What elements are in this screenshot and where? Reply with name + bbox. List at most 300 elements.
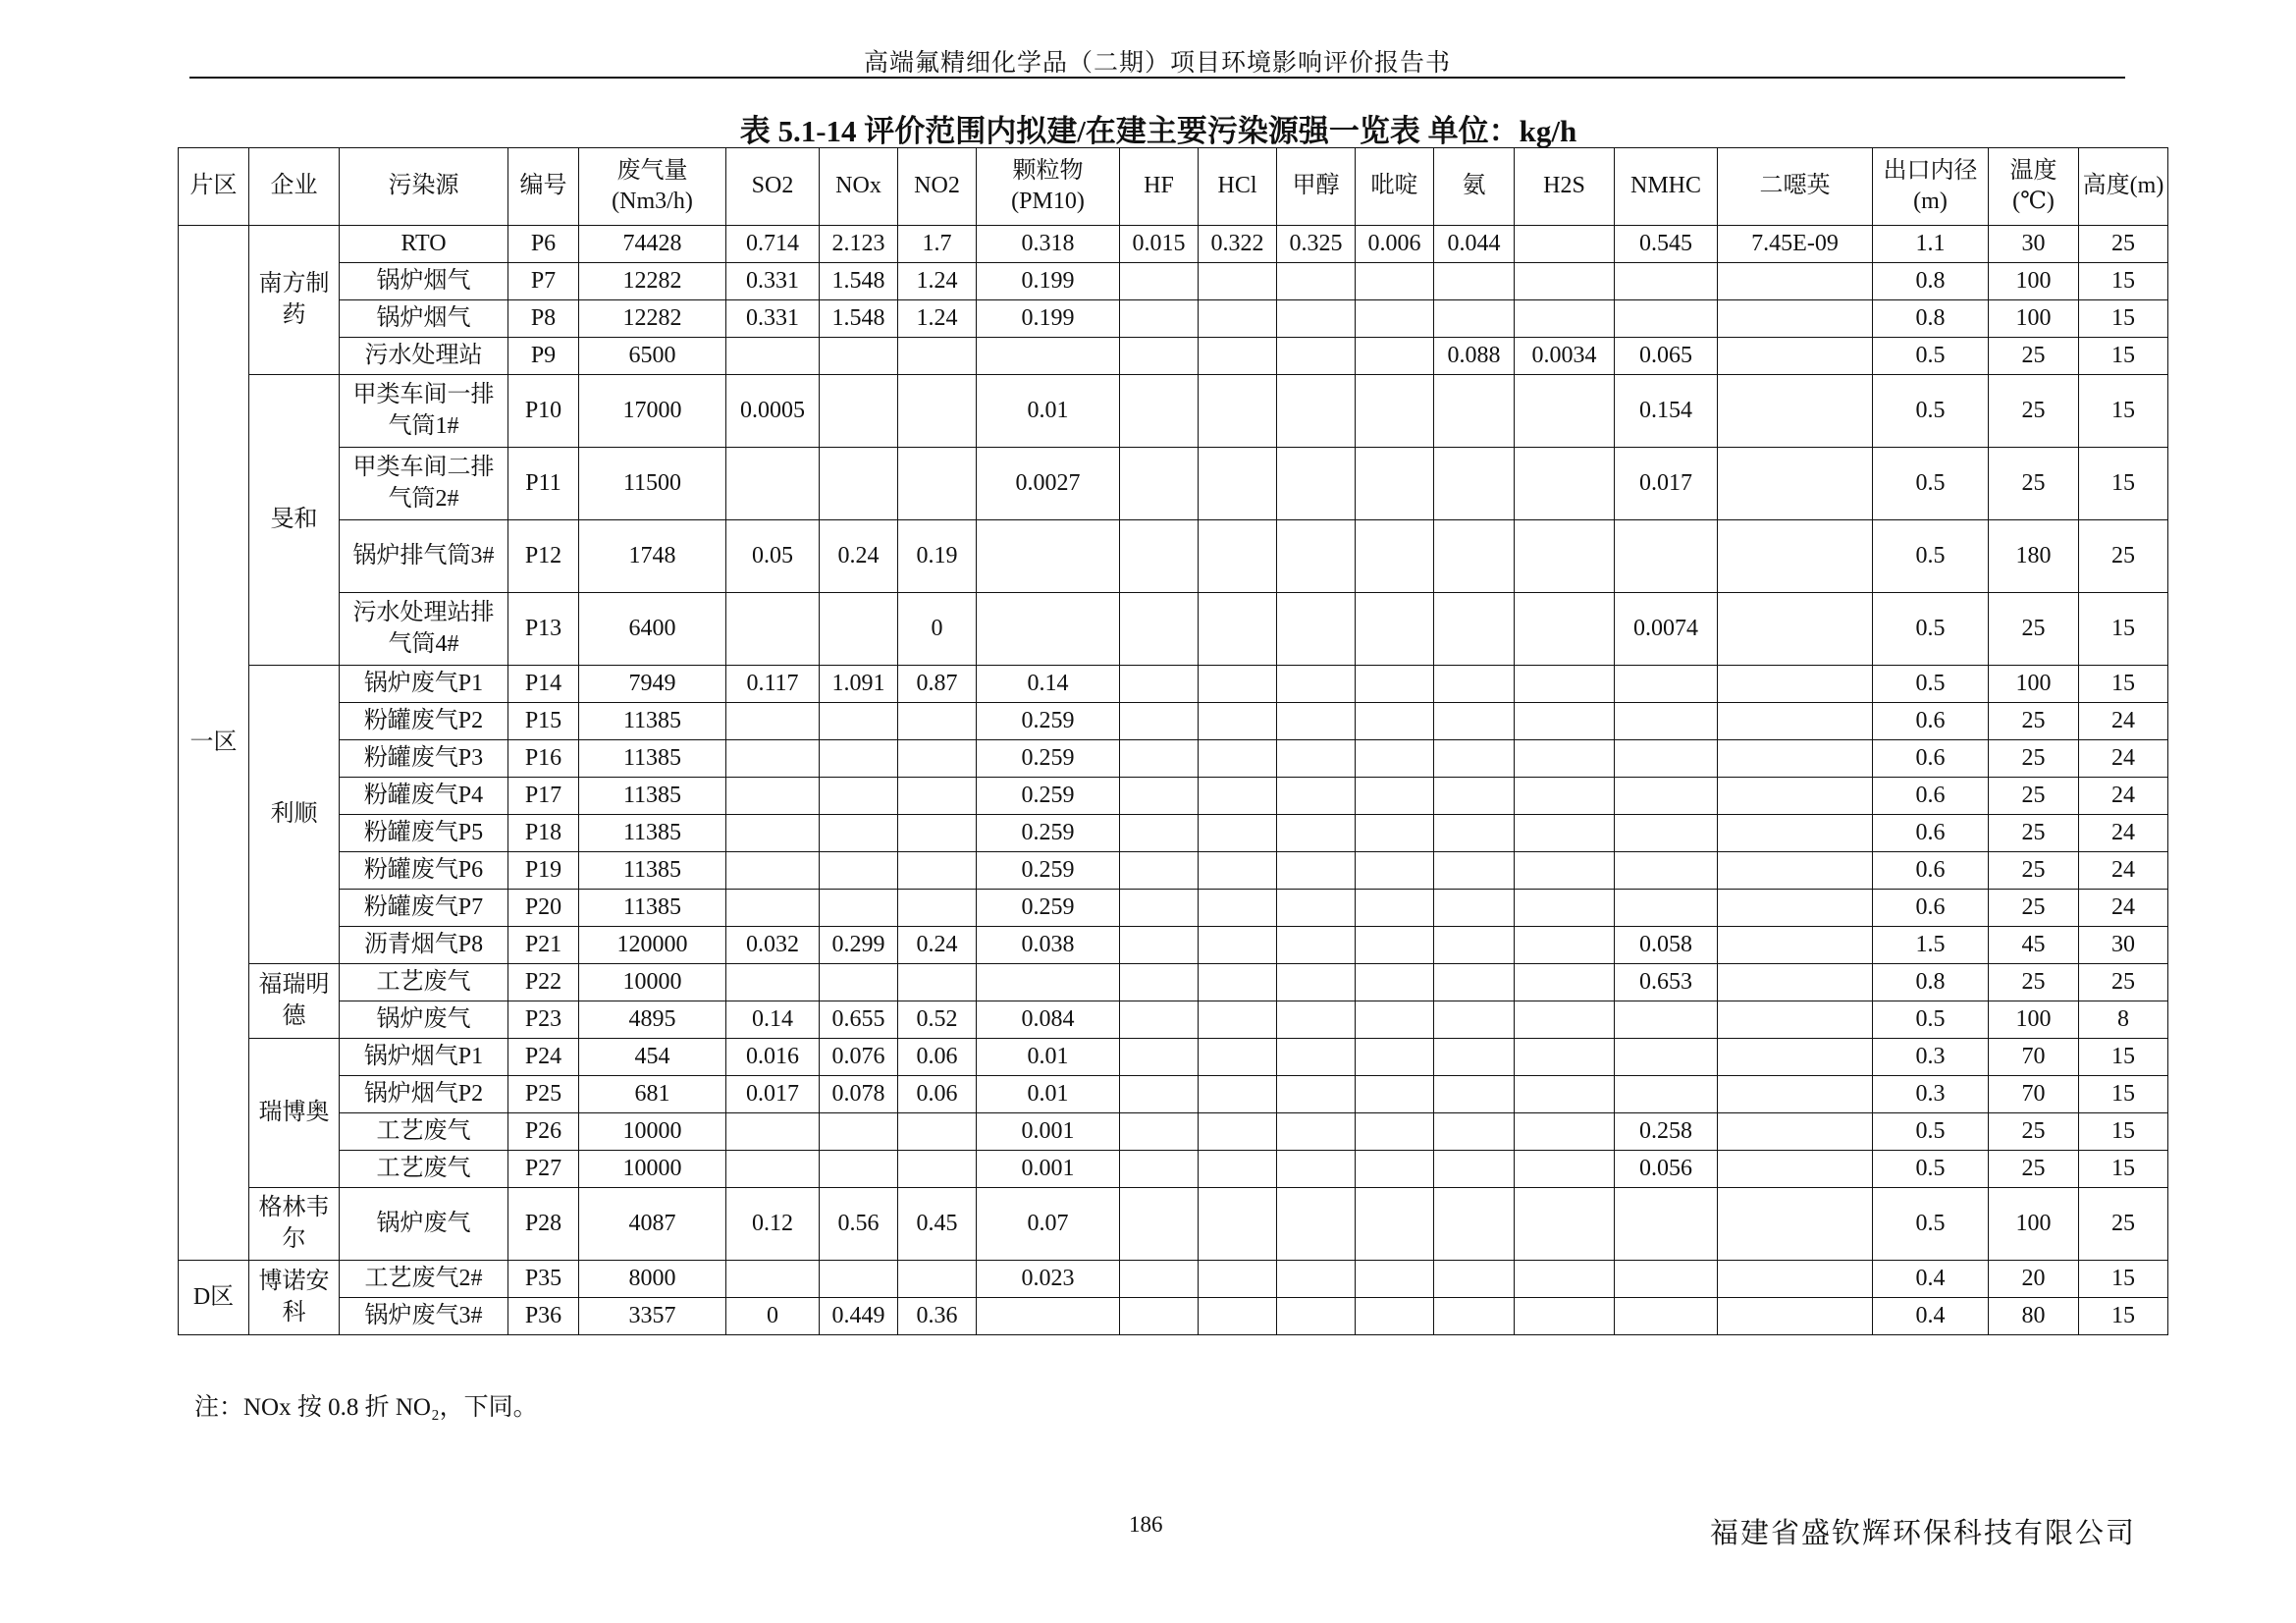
- table-cell: 0.6: [1873, 815, 1989, 852]
- table-cell: 10000: [579, 964, 726, 1001]
- table-row: [179, 226, 2168, 263]
- table-cell: [1718, 890, 1873, 927]
- table-cell: [1120, 927, 1199, 964]
- table-cell: 0.3: [1873, 1076, 1989, 1113]
- table-cell: [1434, 964, 1515, 1001]
- table-cell: P14: [508, 666, 579, 703]
- table-cell: 0: [726, 1298, 820, 1335]
- table-cell: [1434, 263, 1515, 300]
- table-cell: [1120, 964, 1199, 1001]
- column-header: 企业: [249, 148, 340, 226]
- table-cell: [1120, 778, 1199, 815]
- table-cell: P11: [508, 448, 579, 520]
- table-cell: 0.01: [977, 375, 1120, 448]
- table-cell: 0.044: [1434, 226, 1515, 263]
- column-header: NMHC: [1615, 148, 1718, 226]
- table-cell: [820, 1151, 898, 1188]
- table-cell: 工艺废气: [340, 1113, 508, 1151]
- table-row: [179, 1001, 2168, 1039]
- table-cell: 11385: [579, 740, 726, 778]
- table-cell: [1199, 338, 1277, 375]
- table-cell: [1615, 1188, 1718, 1261]
- table-cell: 25: [1989, 338, 2079, 375]
- table-cell: 锅炉烟气P1: [340, 1039, 508, 1076]
- table-cell: 454: [579, 1039, 726, 1076]
- table-cell: [820, 338, 898, 375]
- table-cell: [1718, 666, 1873, 703]
- table-cell: [1515, 263, 1615, 300]
- table-cell: 6400: [579, 593, 726, 666]
- table-cell: [1515, 1076, 1615, 1113]
- company-name: 福建省盛钦辉环保科技有限公司: [1710, 1518, 2137, 1549]
- table-cell: [1277, 703, 1356, 740]
- table-cell: 0.5: [1873, 338, 1989, 375]
- table-cell: [1277, 1298, 1356, 1335]
- table-cell: [1434, 375, 1515, 448]
- table-cell: [1615, 778, 1718, 815]
- table-cell: 100: [1989, 300, 2079, 338]
- table-cell: [1356, 703, 1434, 740]
- table-row: [179, 448, 2168, 520]
- table-cell: 3357: [579, 1298, 726, 1335]
- table-cell: 0.058: [1615, 927, 1718, 964]
- table-cell: 80: [1989, 1298, 2079, 1335]
- column-header: 编号: [508, 148, 579, 226]
- table-cell: [1615, 666, 1718, 703]
- table-cell: 0.016: [726, 1039, 820, 1076]
- table-cell: [1120, 1188, 1199, 1261]
- table-cell: [1718, 740, 1873, 778]
- table-cell: 锅炉排气筒3#: [340, 520, 508, 593]
- table-cell: 11385: [579, 778, 726, 815]
- table-cell: [1718, 593, 1873, 666]
- table-cell: 17000: [579, 375, 726, 448]
- table-cell: 24: [2079, 815, 2168, 852]
- table-cell: [1120, 520, 1199, 593]
- table-cell: [1356, 1151, 1434, 1188]
- table-cell: [898, 852, 977, 890]
- table-cell: 24: [2079, 778, 2168, 815]
- table-cell: P35: [508, 1261, 579, 1298]
- table-cell: 15: [2079, 1261, 2168, 1298]
- table-cell: 1.548: [820, 300, 898, 338]
- table-cell: 锅炉废气: [340, 1188, 508, 1261]
- table-cell: [1356, 815, 1434, 852]
- table-cell: [1199, 1039, 1277, 1076]
- table-cell: [1515, 226, 1615, 263]
- table-cell: 25: [1989, 1151, 2079, 1188]
- table-cell: 1.5: [1873, 927, 1989, 964]
- table-cell: 0.325: [1277, 226, 1356, 263]
- table-cell: 0.4: [1873, 1298, 1989, 1335]
- enterprise-cell: 旻和: [249, 375, 340, 666]
- table-cell: 24: [2079, 740, 2168, 778]
- table-cell: [1120, 263, 1199, 300]
- table-cell: [1356, 338, 1434, 375]
- table-cell: 24: [2079, 890, 2168, 927]
- table-cell: [1615, 1001, 1718, 1039]
- table-row: [179, 703, 2168, 740]
- table-cell: 0.6: [1873, 890, 1989, 927]
- table-cell: [1277, 1261, 1356, 1298]
- table-cell: 15: [2079, 375, 2168, 448]
- table-cell: 0.6: [1873, 778, 1989, 815]
- table-cell: [1434, 1188, 1515, 1261]
- table-row: [179, 375, 2168, 448]
- table-cell: 25: [2079, 964, 2168, 1001]
- table-cell: [1718, 1298, 1873, 1335]
- table-cell: [820, 703, 898, 740]
- table-cell: 24: [2079, 852, 2168, 890]
- table-cell: [1434, 740, 1515, 778]
- table-cell: 0.199: [977, 263, 1120, 300]
- table-cell: 粉罐废气P5: [340, 815, 508, 852]
- table-cell: [726, 338, 820, 375]
- table-cell: 0.017: [726, 1076, 820, 1113]
- table-cell: [1199, 666, 1277, 703]
- table-cell: 11500: [579, 448, 726, 520]
- table-cell: 0.01: [977, 1076, 1120, 1113]
- page-number: 186: [1129, 1512, 1163, 1537]
- table-cell: 25: [1989, 703, 2079, 740]
- table-cell: [820, 890, 898, 927]
- table-cell: [898, 338, 977, 375]
- table-cell: 70: [1989, 1039, 2079, 1076]
- table-cell: [1356, 300, 1434, 338]
- table-cell: 0.199: [977, 300, 1120, 338]
- table-cell: [1277, 1039, 1356, 1076]
- table-cell: [1277, 338, 1356, 375]
- table-cell: 0.5: [1873, 1188, 1989, 1261]
- table-cell: [726, 964, 820, 1001]
- table-cell: [1434, 1113, 1515, 1151]
- table-cell: [820, 815, 898, 852]
- table-cell: [820, 964, 898, 1001]
- table-cell: 15: [2079, 1298, 2168, 1335]
- column-header: 温度(℃): [1989, 148, 2079, 226]
- table-cell: 0.01: [977, 1039, 1120, 1076]
- table-cell: 1.1: [1873, 226, 1989, 263]
- table-row: [179, 1151, 2168, 1188]
- table-cell: [726, 852, 820, 890]
- table-cell: [1277, 927, 1356, 964]
- zone-cell: 一区: [179, 226, 249, 1261]
- table-cell: [1434, 300, 1515, 338]
- table-cell: 30: [1989, 226, 2079, 263]
- table-cell: 污水处理站: [340, 338, 508, 375]
- column-header: 二噁英: [1718, 148, 1873, 226]
- table-cell: 0.545: [1615, 226, 1718, 263]
- table-cell: 0.653: [1615, 964, 1718, 1001]
- table-row: [179, 890, 2168, 927]
- table-cell: [1199, 703, 1277, 740]
- table-row: [179, 300, 2168, 338]
- table-cell: 粉罐废气P4: [340, 778, 508, 815]
- table-cell: 锅炉烟气: [340, 263, 508, 300]
- table-cell: [726, 890, 820, 927]
- table-cell: [1199, 300, 1277, 338]
- table-cell: [1199, 263, 1277, 300]
- table-cell: P25: [508, 1076, 579, 1113]
- table-cell: [1434, 1001, 1515, 1039]
- table-cell: 100: [1989, 666, 2079, 703]
- table-cell: 25: [1989, 964, 2079, 1001]
- table-cell: [1615, 890, 1718, 927]
- table-cell: 7949: [579, 666, 726, 703]
- table-cell: 15: [2079, 1076, 2168, 1113]
- table-cell: 12282: [579, 263, 726, 300]
- table-cell: 甲类车间一排气筒1#: [340, 375, 508, 448]
- table-cell: 6500: [579, 338, 726, 375]
- table-cell: [1515, 1298, 1615, 1335]
- table-cell: [1434, 593, 1515, 666]
- table-cell: 0.017: [1615, 448, 1718, 520]
- table-cell: [1199, 740, 1277, 778]
- table-cell: P23: [508, 1001, 579, 1039]
- table-cell: 100: [1989, 1188, 2079, 1261]
- table-cell: [898, 815, 977, 852]
- table-cell: [1434, 852, 1515, 890]
- table-cell: [1718, 1188, 1873, 1261]
- table-cell: P6: [508, 226, 579, 263]
- table-cell: [1515, 852, 1615, 890]
- table-cell: 0.259: [977, 740, 1120, 778]
- column-header: 颗粒物(PM10): [977, 148, 1120, 226]
- table-cell: 25: [2079, 226, 2168, 263]
- table-cell: 15: [2079, 593, 2168, 666]
- table-cell: 0.259: [977, 890, 1120, 927]
- table-cell: [820, 1113, 898, 1151]
- column-header: H2S: [1515, 148, 1615, 226]
- table-row: [179, 520, 2168, 593]
- table-cell: [898, 890, 977, 927]
- table-cell: [1277, 1113, 1356, 1151]
- table-cell: 15: [2079, 300, 2168, 338]
- table-cell: [1356, 448, 1434, 520]
- table-cell: [1615, 740, 1718, 778]
- table-cell: [1120, 338, 1199, 375]
- table-cell: [820, 1261, 898, 1298]
- table-cell: [726, 703, 820, 740]
- table-row: [179, 1076, 2168, 1113]
- table-cell: 24: [2079, 703, 2168, 740]
- table-cell: 0.05: [726, 520, 820, 593]
- table-cell: 120000: [579, 927, 726, 964]
- table-cell: 0.065: [1615, 338, 1718, 375]
- table-cell: [1615, 1039, 1718, 1076]
- table-cell: 15: [2079, 1039, 2168, 1076]
- table-cell: [1277, 263, 1356, 300]
- table-cell: 0.3: [1873, 1039, 1989, 1076]
- table-cell: P12: [508, 520, 579, 593]
- table-cell: [1120, 1298, 1199, 1335]
- table-cell: [1356, 740, 1434, 778]
- table-cell: 0.52: [898, 1001, 977, 1039]
- enterprise-cell: 福瑞明德: [249, 964, 340, 1039]
- table-cell: [1434, 815, 1515, 852]
- table-cell: 0.07: [977, 1188, 1120, 1261]
- table-cell: P18: [508, 815, 579, 852]
- table-cell: 0.299: [820, 927, 898, 964]
- table-cell: [1277, 852, 1356, 890]
- table-cell: [726, 1113, 820, 1151]
- table-cell: [1615, 703, 1718, 740]
- table-cell: 1.7: [898, 226, 977, 263]
- table-cell: 粉罐废气P2: [340, 703, 508, 740]
- table-cell: 0.36: [898, 1298, 977, 1335]
- table-cell: [1615, 520, 1718, 593]
- table-cell: [1356, 1076, 1434, 1113]
- enterprise-cell: 南方制药: [249, 226, 340, 375]
- table-cell: [1199, 520, 1277, 593]
- table-cell: [1718, 338, 1873, 375]
- table-cell: [1515, 375, 1615, 448]
- table-cell: [1356, 1113, 1434, 1151]
- table-cell: [726, 740, 820, 778]
- table-cell: P19: [508, 852, 579, 890]
- table-row: [179, 338, 2168, 375]
- table-cell: [1718, 1076, 1873, 1113]
- table-cell: [1515, 703, 1615, 740]
- table-cell: [1718, 1113, 1873, 1151]
- table-cell: 11385: [579, 815, 726, 852]
- table-cell: [1434, 1151, 1515, 1188]
- table-cell: P9: [508, 338, 579, 375]
- table-cell: [1515, 520, 1615, 593]
- table-cell: 25: [1989, 448, 2079, 520]
- table-cell: 1748: [579, 520, 726, 593]
- table-cell: 25: [2079, 1188, 2168, 1261]
- table-cell: [1718, 448, 1873, 520]
- table-cell: 0.331: [726, 263, 820, 300]
- table-row: [179, 852, 2168, 890]
- table-row: [179, 1039, 2168, 1076]
- table-cell: P20: [508, 890, 579, 927]
- table-cell: [1120, 593, 1199, 666]
- table-cell: [977, 593, 1120, 666]
- table-cell: 25: [1989, 740, 2079, 778]
- column-header: 出口内径(m): [1873, 148, 1989, 226]
- table-cell: 0.06: [898, 1039, 977, 1076]
- table-cell: [726, 1261, 820, 1298]
- table-cell: 0.001: [977, 1151, 1120, 1188]
- column-header: 高度(m): [2079, 148, 2168, 226]
- table-cell: 0.06: [898, 1076, 977, 1113]
- table-cell: 0.714: [726, 226, 820, 263]
- table-cell: [1277, 375, 1356, 448]
- table-cell: [1199, 815, 1277, 852]
- table-cell: [1434, 1298, 1515, 1335]
- table-row: [179, 263, 2168, 300]
- table-cell: P27: [508, 1151, 579, 1188]
- table-cell: [1199, 927, 1277, 964]
- table-cell: [726, 1151, 820, 1188]
- table-cell: 25: [1989, 375, 2079, 448]
- table-cell: [820, 593, 898, 666]
- enterprise-cell: 瑞博奥: [249, 1039, 340, 1188]
- table-cell: [1515, 448, 1615, 520]
- table-cell: 0.87: [898, 666, 977, 703]
- table-cell: 0.5: [1873, 375, 1989, 448]
- table-row: [179, 778, 2168, 815]
- table-cell: [1356, 1188, 1434, 1261]
- table-cell: [1277, 448, 1356, 520]
- table-cell: [1199, 852, 1277, 890]
- table-cell: [898, 740, 977, 778]
- table-cell: [1434, 1076, 1515, 1113]
- table-cell: RTO: [340, 226, 508, 263]
- table-cell: [1120, 1261, 1199, 1298]
- table-cell: [1718, 927, 1873, 964]
- table-cell: 100: [1989, 1001, 2079, 1039]
- table-cell: P26: [508, 1113, 579, 1151]
- table-cell: [1277, 1001, 1356, 1039]
- table-cell: [1434, 927, 1515, 964]
- table-cell: 0.5: [1873, 448, 1989, 520]
- table-cell: [1120, 815, 1199, 852]
- table-cell: P17: [508, 778, 579, 815]
- table-cell: 100: [1989, 263, 2079, 300]
- table-cell: [726, 448, 820, 520]
- table-cell: [1199, 1188, 1277, 1261]
- table-cell: 锅炉废气: [340, 1001, 508, 1039]
- table-cell: 粉罐废气P6: [340, 852, 508, 890]
- table-cell: [820, 778, 898, 815]
- table-cell: 0.12: [726, 1188, 820, 1261]
- table-cell: 11385: [579, 890, 726, 927]
- table-cell: 0.19: [898, 520, 977, 593]
- table-cell: [1434, 520, 1515, 593]
- table-cell: [1199, 778, 1277, 815]
- table-cell: [726, 815, 820, 852]
- table-cell: [1515, 815, 1615, 852]
- table-cell: [1434, 448, 1515, 520]
- table-cell: [1718, 852, 1873, 890]
- table-row: [179, 740, 2168, 778]
- table-cell: [1120, 300, 1199, 338]
- table-cell: 25: [2079, 520, 2168, 593]
- table-cell: [1199, 593, 1277, 666]
- table-cell: [1434, 1261, 1515, 1298]
- table-cell: P24: [508, 1039, 579, 1076]
- table-cell: [1515, 1261, 1615, 1298]
- table-cell: 70: [1989, 1076, 2079, 1113]
- table-cell: 0.088: [1434, 338, 1515, 375]
- table-cell: 工艺废气2#: [340, 1261, 508, 1298]
- table-cell: [1277, 778, 1356, 815]
- table-cell: 20: [1989, 1261, 2079, 1298]
- table-cell: [1199, 1113, 1277, 1151]
- table-cell: 15: [2079, 448, 2168, 520]
- table-cell: 0.5: [1873, 666, 1989, 703]
- table-cell: 30: [2079, 927, 2168, 964]
- table-cell: 0.24: [820, 520, 898, 593]
- table-cell: [1356, 778, 1434, 815]
- table-cell: [1356, 375, 1434, 448]
- table-cell: [726, 778, 820, 815]
- table-cell: [1615, 1298, 1718, 1335]
- table-cell: [1434, 890, 1515, 927]
- table-cell: [1356, 852, 1434, 890]
- table-cell: P36: [508, 1298, 579, 1335]
- table-cell: [820, 375, 898, 448]
- table-cell: [820, 448, 898, 520]
- table-row: [179, 1113, 2168, 1151]
- column-header: 废气量(Nm3/h): [579, 148, 726, 226]
- table-cell: 0.24: [898, 927, 977, 964]
- table-cell: [1718, 1001, 1873, 1039]
- table-cell: 4087: [579, 1188, 726, 1261]
